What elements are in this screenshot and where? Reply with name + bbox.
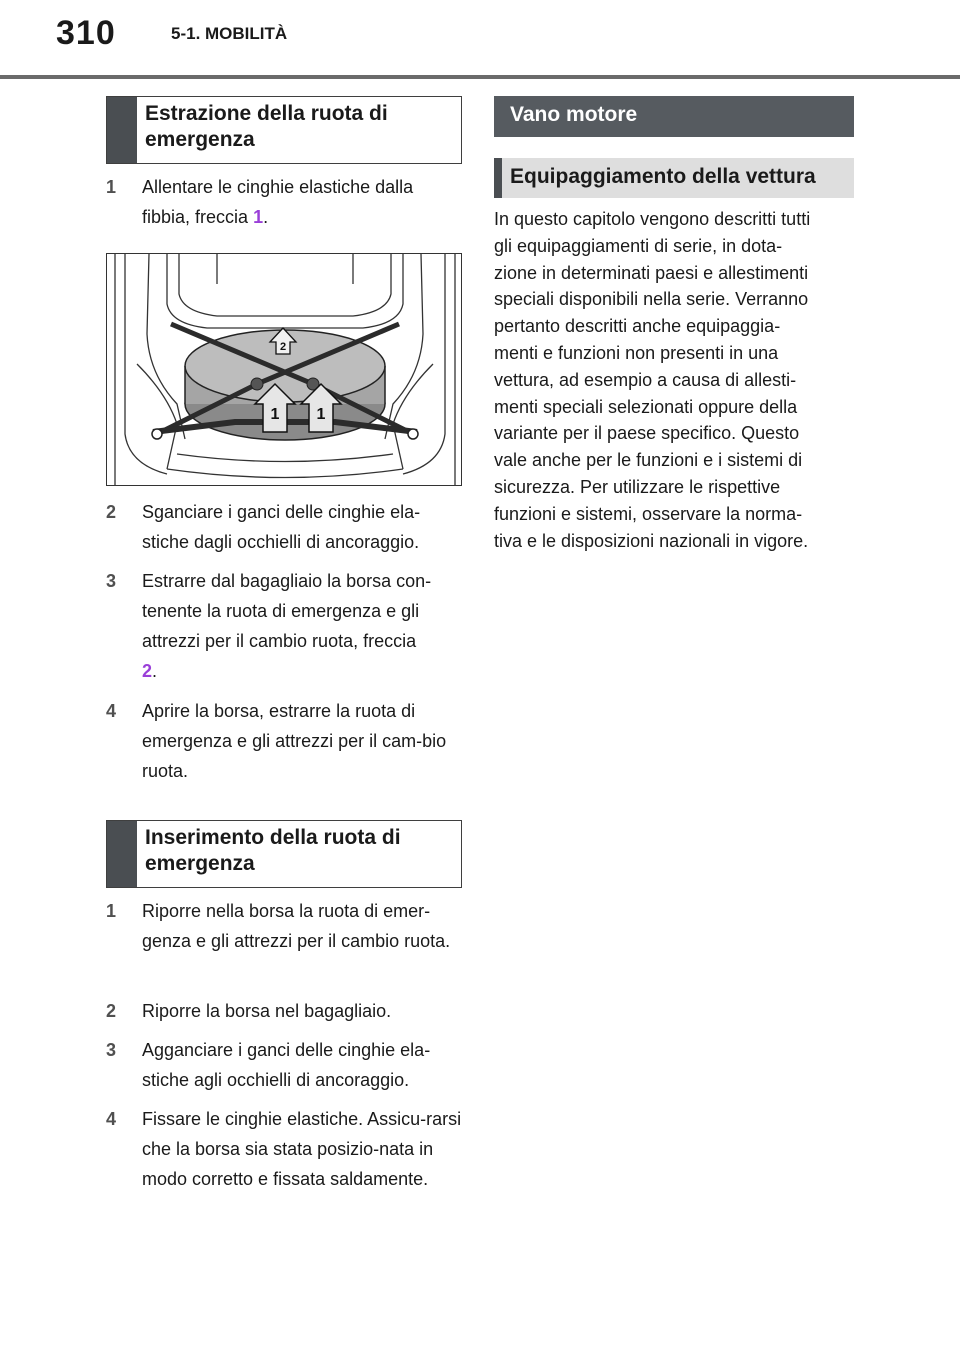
heading-text [145,821,461,877]
step-b-3 [106,1035,466,1095]
arrow-label: 2 [279,341,287,353]
step-text: Allentare le cinghie elastiche dalla fibbia, freccia 1. [142,177,414,227]
arrow-reference: 1 [253,207,264,227]
heading-insertion [106,820,462,888]
paragraph-line: zione in determinati paesi e allestimenti [494,262,809,283]
heading-line-1: Estrazione della ruota di [145,102,388,125]
step-a-4 [106,696,466,788]
step-text: Agganciare i ganci delle cinghie ela-stiche agli occhielli di ancoraggio. [142,1040,431,1090]
step-text: Sganciare i ganci delle cinghie ela-stiche dagli occhielli di ancoraggio. [142,502,421,552]
heading-extraction [106,96,462,164]
step-text: Riporre la borsa nel bagagliaio. [142,1001,392,1021]
arrow-reference: 2 [142,661,153,681]
heading-text [145,97,461,153]
paragraph-line: sicurezza. Per utilizzare le rispettive [494,476,781,497]
step-b-4 [106,1104,466,1224]
paragraph-line: vettura, ad esempio a causa di allesti- [494,369,797,390]
section-title: Vano motore [494,96,854,137]
step-number: 3 [106,571,117,591]
step-text: Fissare le cinghie elastiche. Assicu-rarsi che la borsa sia stata posizio-nata in modo corretto e fissata saldamente. [142,1109,462,1189]
paragraph-line: vale anche per le funzioni e i sistemi di [494,450,803,471]
paragraph-line: menti e funzioni non presenti in una [494,342,779,363]
step-suffix: . [152,661,158,681]
paragraph-line: In questo capitolo vengono descritti tutti [494,209,811,229]
subsection-title [494,158,854,198]
heading-bar [107,97,137,163]
step-number: 2 [106,502,117,522]
trunk-illustration [107,254,462,486]
paragraph-line: menti speciali selezionati oppure della [494,396,798,417]
chapter-title: 5-1. MOBILITÀ [171,24,288,43]
step-text: Riporre nella borsa la ruota di emer-genza e gli attrezzi per il cambio ruota. [142,901,451,951]
body-paragraph [494,206,856,554]
step-suffix: . [263,207,269,227]
step-number: 3 [106,1040,117,1060]
step-a-1 [106,172,466,232]
paragraph-line: pertanto descritti anche equipaggia- [494,316,781,337]
step-text: Aprire la borsa, estrarre la ruota di emergenza e gli attrezzi per il cam-bio ruota. [142,701,447,781]
page-number: 310 [56,14,116,52]
arrow-label: 1 [270,406,280,423]
heading-line-2: emergenza [145,852,255,875]
step-text: Estrarre dal bagagliaio la borsa con- tenente la ruota di emergenza e gli attrezzi per il cambio ruota, freccia 2. [142,571,432,681]
heading-line-2: emergenza [145,128,255,151]
step-number: 1 [106,177,117,197]
step-number: 4 [106,1109,117,1129]
spare-wheel-figure [106,253,462,486]
heading-line-1: Inserimento della ruota di [145,826,401,849]
subsection-text: Equipaggiamento della vettura [510,165,816,188]
step-number: 2 [106,1001,117,1021]
step-a-3 [106,566,466,686]
paragraph-line: funzioni e sistemi, osservare la norma- [494,503,803,524]
step-b-2 [106,996,466,1026]
subsection-bar [494,158,502,198]
paragraph-line: tiva e le disposizioni nazionali in vigore. [494,530,809,551]
arrow-label: 1 [316,406,326,423]
step-number: 1 [106,901,117,921]
header-divider [0,75,960,79]
paragraph-line: speciali disponibili nella serie. Verranno [494,289,809,310]
step-a-2 [106,497,466,557]
paragraph-line: variante per il paese specifico. Questo [494,423,800,444]
step-b-1 [106,896,466,988]
paragraph-line: gli equipaggiamenti di serie, in dota- [494,235,783,256]
heading-bar [107,821,137,887]
step-number: 4 [106,701,117,721]
